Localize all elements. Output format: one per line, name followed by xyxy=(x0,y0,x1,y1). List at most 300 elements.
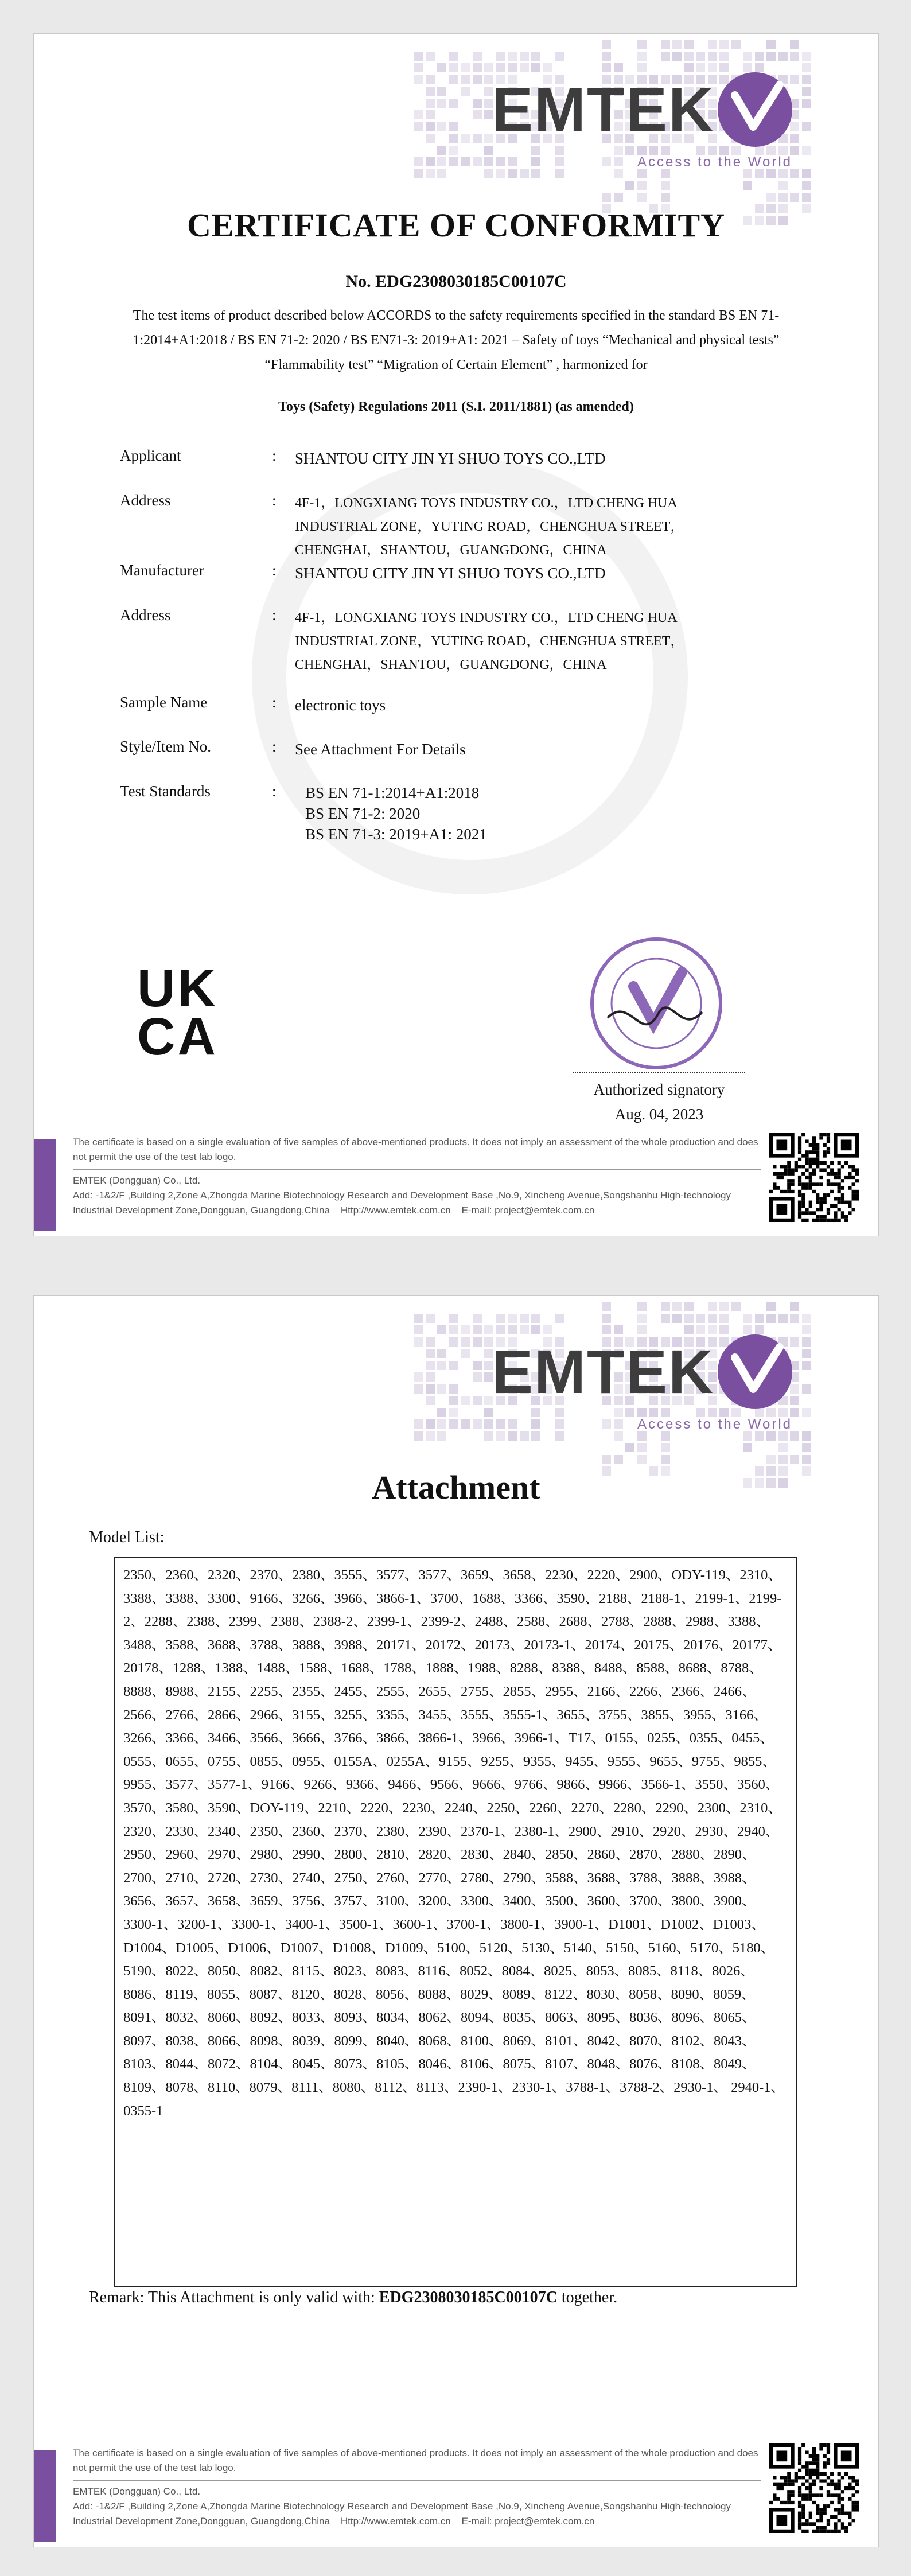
map-dot xyxy=(778,52,788,61)
map-dot xyxy=(426,1361,435,1370)
brand-tagline: Access to the World xyxy=(637,154,792,170)
map-dot xyxy=(531,169,540,178)
map-dot xyxy=(719,1302,729,1311)
map-dot xyxy=(414,63,423,72)
map-dot xyxy=(731,1302,741,1311)
map-dot xyxy=(708,1314,717,1323)
map-dot xyxy=(719,1325,729,1334)
map-dot xyxy=(614,1408,623,1417)
map-dot xyxy=(625,146,634,155)
map-dot xyxy=(414,122,423,131)
map-dot xyxy=(802,122,811,131)
map-dot xyxy=(531,1325,540,1334)
map-dot xyxy=(473,1396,482,1405)
map-dot xyxy=(684,1325,694,1334)
field-sample-name xyxy=(120,694,800,717)
field-value xyxy=(295,783,810,845)
standard-line: BS EN 71-2: 2020 xyxy=(305,805,421,822)
map-dot xyxy=(708,1325,717,1334)
map-dot xyxy=(461,1325,470,1334)
footer-email[interactable]: E-mail: project@emtek.com.cn xyxy=(461,2516,595,2527)
ukca-mark xyxy=(137,959,229,1066)
map-dot xyxy=(790,1314,799,1323)
attachment-page xyxy=(33,1295,879,2547)
qr-code-icon[interactable] xyxy=(769,2443,859,2533)
map-dot xyxy=(602,1314,611,1323)
footer-email[interactable]: E-mail: project@emtek.com.cn xyxy=(461,1205,595,1216)
map-dot xyxy=(414,52,423,61)
map-dot xyxy=(625,1408,634,1417)
map-dot xyxy=(414,75,423,84)
footer-address-2 xyxy=(73,2514,773,2529)
map-dot xyxy=(708,63,717,72)
certificate-intro: The test items of product described below ACCORDS to the safety requirements specified in the standard BS EN 71-1:2014+A1:2018 / BS EN 71-2: 2020 / BS EN71-3: 2019+A1: 2021 – Safety of toys “Mechanical and physical tests” “Flammability test” “Migration of Certain Element” , harmonized for xyxy=(133,308,780,372)
map-dot xyxy=(766,1314,776,1323)
map-dot xyxy=(637,52,647,61)
field-label: Sample Name xyxy=(120,694,208,711)
map-dot xyxy=(614,1419,623,1429)
map-dot xyxy=(461,1419,470,1429)
map-dot xyxy=(531,63,540,72)
map-dot xyxy=(614,63,623,72)
map-dot xyxy=(743,181,752,190)
map-dot xyxy=(449,1419,458,1429)
map-dot xyxy=(661,193,670,202)
field-value: See Attachment For Details xyxy=(295,741,466,758)
map-dot xyxy=(426,1349,435,1358)
map-dot xyxy=(543,1325,552,1334)
map-dot xyxy=(614,169,623,178)
map-dot xyxy=(484,1431,493,1441)
map-dot xyxy=(661,1408,670,1417)
map-dot xyxy=(484,157,493,166)
map-dot xyxy=(602,1325,611,1334)
map-dot xyxy=(672,40,682,49)
map-dot xyxy=(802,52,811,61)
map-dot xyxy=(473,99,482,108)
map-dot xyxy=(461,75,470,84)
emtek-logo xyxy=(492,1337,792,1406)
map-dot xyxy=(449,99,458,108)
map-dot xyxy=(602,52,611,61)
standard-line: BS EN 71-1:2014+A1:2018 xyxy=(305,784,480,801)
model-list: 2350、2360、2320、2370、2380、3555、3577、3577、3659、3658、2230、2220、2900、ODY-119、2310、3388、3388、3300、9166、3266、3966、3866-1、3700、1688、3366、3590、2188、2188-1、2199-1、2199-2、2288、2388、2399、2388、2388-2、2399-1、2399-2、2488、2588、2688、2788、2888、2988、3388、3488、3588、3688、3788、3888、3988、20171、20172、20173、20173-1、20174、20175、20176、20177、20178、1288、1388、1488、1588、1688、1788、1888、1988、8288、8388、8488、8588、8688、8788、8888、8988、2155、2255、2355、2455、2555、2655、2755、2855、2955、2166、2266、2366、2466、2566、2766、2866、2966、3155、3255、3355、3455、3555、3555-1、3655、3755、3855、3955、3166、3266、3366、3466、3566、3666、3766、3866、3866-1、3966、3966-1、T17、0155、0255、0355、0455、0555、0655、0755、0855、0955、0155A、0255A、9155、9255、9355、9455、9555、9655、9755、9855、9955、3577、3577-1、9166、9266、9366、9466、9566、9666、9766、9866、9966、3566-1、3550、3560、3570、3580、3590、DOY-119、2210、2220、2230、2240、2250、2260、2270、2280、2290、2300、2310、2320、2330、2340、2350、2360、2370、2380、2390、2370-1、2380-1、2900、2910、2920、2930、2940、2950、2960、2970、2980、2990、2800、2810、2820、2830、2840、2850、2860、2870、2880、2890、2700、2710、2720、2730、2740、2750、2760、2770、2780、2790、3588、3688、3788、3888、3988、3656、3657、3658、3659、3756、3757、3100、3200、3300、3400、3500、3600、3700、3800、3900、3300-1、3200-1、3300-1、3400-1、3500-1、3600-1、3700-1、3800-1、3900-1、D1001、D1002、D1003、D1004、D1005、D1006、D1007、D1008、D1009、5100、5120、5130、5140、5150、5160、5170、5180、5190、8022、8050、8082、8115、8023、8083、8116、8052、8084、8025、8053、8085、8118、8026、8086、8119、8055、8087、8120、8028、8056、8088、8029、8089、8122、8030、8058、8090、8059、8091、8032、8060、8092、8033、8093、8034、8062、8094、8035、8063、8095、8036、8096、8065、8097、8038、8066、8098、8039、8099、8040、8068、8100、8069、8101、8042、8070、8102、8043、8103、8044、8072、8104、8045、8073、8105、8046、8106、8075、8107、8048、8076、8108、8049、8109、8078、8110、8079、8111、8080、8112、8113、2390-1、2330-1、3788-1、3788-2、2930-1、 2940-1、0355-1 xyxy=(114,1557,797,2287)
map-dot xyxy=(708,52,717,61)
map-dot xyxy=(508,157,517,166)
map-dot xyxy=(531,1431,540,1441)
map-dot xyxy=(508,1325,517,1334)
map-dot xyxy=(496,1314,505,1323)
map-dot xyxy=(602,1302,611,1311)
map-dot xyxy=(531,1314,540,1323)
field-colon: : xyxy=(272,447,277,464)
map-dot xyxy=(414,157,423,166)
map-dot xyxy=(766,1302,776,1311)
map-dot xyxy=(614,1455,623,1464)
map-dot xyxy=(473,134,482,143)
map-dot xyxy=(437,1325,446,1334)
map-dot xyxy=(778,181,788,190)
company-stamp xyxy=(585,932,728,1075)
map-dot xyxy=(708,1408,717,1417)
field-colon: : xyxy=(272,694,277,711)
map-dot xyxy=(672,1302,682,1311)
map-dot xyxy=(449,1396,458,1405)
map-dot xyxy=(520,63,529,72)
field-colon: : xyxy=(272,492,277,509)
map-dot xyxy=(437,1431,446,1441)
map-dot xyxy=(696,1314,705,1323)
map-dot xyxy=(602,157,611,166)
footer-address-line2: Industrial Development Zone,Dongguan, Guangdong,China xyxy=(73,1205,330,1216)
attachment-remark xyxy=(89,2289,617,2307)
map-dot xyxy=(625,1443,634,1452)
certificate-page xyxy=(33,33,879,1236)
map-dot xyxy=(802,181,811,190)
map-dot xyxy=(437,1349,446,1358)
map-dot xyxy=(637,146,647,155)
map-dot xyxy=(778,1314,788,1323)
map-dot xyxy=(614,157,623,166)
footer-divider xyxy=(73,1169,761,1170)
address-line: 4F-1，LONGXIANG TOYS INDUSTRY CO.，LTD CHENG HUA xyxy=(295,610,678,625)
map-dot xyxy=(696,1325,705,1334)
emtek-logo xyxy=(492,75,792,144)
field-label: Manufacturer xyxy=(120,562,204,579)
map-dot xyxy=(414,169,423,178)
remark-cert-number: EDG2308030185C00107C xyxy=(379,2289,558,2306)
map-dot xyxy=(555,1431,564,1441)
map-dot xyxy=(778,1455,788,1464)
map-dot xyxy=(426,122,435,131)
map-dot xyxy=(778,193,788,202)
map-dot xyxy=(414,1372,423,1382)
map-dot xyxy=(437,122,446,131)
map-dot xyxy=(802,1431,811,1441)
map-dot xyxy=(637,1455,647,1464)
map-dot xyxy=(743,1443,752,1452)
map-dot xyxy=(508,63,517,72)
map-dot xyxy=(426,1372,435,1382)
map-dot xyxy=(802,1337,811,1347)
regulations: Toys (Safety) Regulations 2011 (S.I. 2011/1881) (as amended) xyxy=(278,399,634,414)
map-dot xyxy=(661,1455,670,1464)
map-dot xyxy=(484,1408,493,1417)
map-dot xyxy=(743,63,752,72)
map-dot xyxy=(614,1325,623,1334)
map-dot xyxy=(484,63,493,72)
map-dot xyxy=(437,1384,446,1394)
field-colon: : xyxy=(272,783,277,800)
map-dot xyxy=(743,1325,752,1334)
address-line: INDUSTRIAL ZONE，YUTING ROAD，CHENGHUA STREET， xyxy=(295,519,684,534)
field-manufacturer-address xyxy=(120,606,800,677)
map-dot xyxy=(755,63,764,72)
brand-tagline: Access to the World xyxy=(637,1417,792,1432)
footer-text xyxy=(73,1135,773,1218)
map-dot xyxy=(461,1337,470,1347)
map-dot xyxy=(520,1325,529,1334)
footer-divider xyxy=(73,2480,761,2481)
map-dot xyxy=(637,63,647,72)
footer-disclaimer: The certificate is based on a single evaluation of five samples of above-mentioned products. It does not imply an assessment of the whole production and does not permit the use of the test lab logo. xyxy=(73,2447,758,2473)
map-dot xyxy=(449,146,458,155)
map-dot xyxy=(790,1455,799,1464)
map-dot xyxy=(496,1419,505,1429)
map-dot xyxy=(719,1314,729,1323)
map-dot xyxy=(473,1314,482,1323)
signatory-label: Authorized signatory xyxy=(593,1081,725,1098)
field-manufacturer xyxy=(120,562,800,585)
field-label: Test Standards xyxy=(120,783,211,800)
map-dot xyxy=(778,1443,788,1452)
map-dot xyxy=(426,52,435,61)
map-dot xyxy=(637,193,647,202)
footer-accent-bar xyxy=(34,2450,56,2542)
map-dot xyxy=(766,1455,776,1464)
map-dot xyxy=(473,157,482,166)
field-label: Style/Item No. xyxy=(120,738,211,755)
map-dot xyxy=(802,1314,811,1323)
map-dot xyxy=(531,1419,540,1429)
field-value xyxy=(295,606,800,677)
map-dot xyxy=(790,40,799,49)
map-dot xyxy=(426,157,435,166)
map-dot xyxy=(473,1325,482,1334)
address-line: INDUSTRIAL ZONE，YUTING ROAD，CHENGHUA STREET， xyxy=(295,634,684,649)
map-dot xyxy=(461,157,470,166)
field-colon: : xyxy=(272,562,277,579)
map-dot xyxy=(473,1419,482,1429)
ukca-line: UK xyxy=(137,959,218,1018)
footer-address-2 xyxy=(73,1203,773,1218)
map-dot xyxy=(473,110,482,119)
map-dot xyxy=(684,1302,694,1311)
field-label: Address xyxy=(120,606,171,624)
map-dot xyxy=(802,1384,811,1394)
map-dot xyxy=(802,63,811,72)
map-dot xyxy=(637,1314,647,1323)
signature-line xyxy=(573,1072,745,1073)
remark-prefix: Remark: This Attachment is only valid with: xyxy=(89,2289,379,2306)
footer-web-link[interactable]: Http://www.emtek.com.cn xyxy=(340,1205,451,1216)
map-dot xyxy=(531,157,540,166)
map-dot xyxy=(802,1349,811,1358)
map-dot xyxy=(802,146,811,155)
field-value: electronic toys xyxy=(295,696,386,714)
map-dot xyxy=(637,1443,647,1452)
map-dot xyxy=(743,52,752,61)
map-dot xyxy=(508,1431,517,1441)
map-dot xyxy=(555,146,564,155)
map-dot xyxy=(426,110,435,119)
map-dot xyxy=(755,1314,764,1323)
map-dot xyxy=(508,1419,517,1429)
map-dot xyxy=(719,40,729,49)
map-dot xyxy=(426,1314,435,1323)
map-dot xyxy=(449,52,458,61)
field-style-item xyxy=(120,738,800,761)
map-dot xyxy=(555,52,564,61)
map-dot xyxy=(649,1408,658,1417)
logo-text: EMTEK xyxy=(492,75,714,144)
footer-company: EMTEK (Dongguan) Co., Ltd. xyxy=(73,1175,201,1186)
map-dot xyxy=(437,63,446,72)
map-dot xyxy=(414,1419,423,1429)
map-dot xyxy=(449,157,458,166)
map-dot xyxy=(790,1302,799,1311)
map-dot xyxy=(496,169,505,178)
map-dot xyxy=(449,134,458,143)
map-dot xyxy=(437,1419,446,1429)
map-dot xyxy=(414,1431,423,1441)
map-dot xyxy=(473,1337,482,1347)
standard-line: BS EN 71-3: 2019+A1: 2021 xyxy=(305,826,487,843)
map-dot xyxy=(449,1384,458,1394)
map-dot xyxy=(661,40,670,49)
address-line: 4F-1，LONGXIANG TOYS INDUSTRY CO.，LTD CHENG HUA xyxy=(295,496,678,511)
map-dot xyxy=(602,1455,611,1464)
map-dot xyxy=(696,1408,705,1417)
map-dot xyxy=(484,169,493,178)
page-title: CERTIFICATE OF CONFORMITY xyxy=(186,207,726,244)
logo-check-icon xyxy=(718,72,792,147)
map-dot xyxy=(473,75,482,84)
map-dot xyxy=(520,1431,529,1441)
map-dot xyxy=(672,1314,682,1323)
map-dot xyxy=(614,1431,623,1441)
map-dot xyxy=(661,146,670,155)
map-dot xyxy=(496,1325,505,1334)
field-value xyxy=(295,492,800,562)
map-dot xyxy=(766,52,776,61)
map-dot xyxy=(449,1361,458,1370)
issue-date: Aug. 04, 2023 xyxy=(614,1106,704,1123)
map-dot xyxy=(802,1325,811,1334)
address-line: CHENGHAI，SHANTOU，GUANGDONG，CHINA xyxy=(295,657,607,672)
map-dot xyxy=(437,146,446,155)
map-dot xyxy=(437,1408,446,1417)
map-dot xyxy=(449,63,458,72)
footer-text xyxy=(73,2446,773,2529)
map-dot xyxy=(555,169,564,178)
page-footer xyxy=(34,2421,878,2547)
map-dot xyxy=(531,52,540,61)
map-dot xyxy=(790,52,799,61)
field-applicant xyxy=(120,447,800,470)
map-dot xyxy=(790,193,799,202)
field-value: SHANTOU CITY JIN YI SHUO TOYS CO.,LTD xyxy=(295,450,606,467)
map-dot xyxy=(684,40,694,49)
model-list-label: Model List: xyxy=(89,1528,165,1546)
map-dot xyxy=(414,110,423,119)
field-colon: : xyxy=(272,606,277,624)
field-applicant-address xyxy=(120,492,800,562)
footer-web-link[interactable]: Http://www.emtek.com.cn xyxy=(340,2516,451,2527)
map-dot xyxy=(520,1314,529,1323)
map-dot xyxy=(614,146,623,155)
field-test-standards xyxy=(120,783,810,845)
map-dot xyxy=(672,52,682,61)
map-dot xyxy=(602,63,611,72)
map-dot xyxy=(496,1431,505,1441)
footer-address-line2: Industrial Development Zone,Dongguan, Guangdong,China xyxy=(73,2516,330,2527)
map-dot xyxy=(484,1419,493,1429)
map-dot xyxy=(508,52,517,61)
remark-suffix: together. xyxy=(557,2289,618,2306)
map-dot xyxy=(426,134,435,143)
map-dot xyxy=(426,75,435,84)
field-colon: : xyxy=(272,738,277,755)
map-dot xyxy=(708,1302,717,1311)
map-dot xyxy=(684,1314,694,1323)
map-dot xyxy=(684,63,694,72)
field-label: Address xyxy=(120,492,171,509)
map-dot xyxy=(496,52,505,61)
map-dot xyxy=(555,1419,564,1429)
logo-check-icon xyxy=(718,1334,792,1409)
map-dot xyxy=(449,1337,458,1347)
qr-code-icon[interactable] xyxy=(769,1133,859,1222)
map-dot xyxy=(531,1408,540,1417)
map-dot xyxy=(802,75,811,84)
ukca-line: CA xyxy=(137,1007,218,1066)
map-dot xyxy=(743,1314,752,1323)
map-dot xyxy=(437,1361,446,1370)
map-dot xyxy=(684,52,694,61)
map-dot xyxy=(661,1302,670,1311)
map-dot xyxy=(449,1325,458,1334)
map-dot xyxy=(602,1419,611,1429)
map-dot xyxy=(661,1314,670,1323)
map-dot xyxy=(766,193,776,202)
map-dot xyxy=(473,1361,482,1370)
map-dot xyxy=(731,40,741,49)
map-dot xyxy=(802,1361,811,1370)
map-dot xyxy=(802,1443,811,1452)
map-dot xyxy=(437,99,446,108)
map-dot xyxy=(637,181,647,190)
map-dot xyxy=(696,63,705,72)
map-dot xyxy=(473,63,482,72)
map-dot xyxy=(449,1314,458,1323)
map-dot xyxy=(508,169,517,178)
page-footer xyxy=(34,1110,878,1236)
map-dot xyxy=(449,122,458,131)
map-dot xyxy=(696,52,705,61)
map-dot xyxy=(484,1325,493,1334)
map-dot xyxy=(426,1384,435,1394)
footer-address: Add: -1&2/F ,Building 2,Zone A,Zhongda Marine Biotechnology Research and Development Base ,No.9, Xincheng Avenue,Songshanhu High-technology xyxy=(73,1190,731,1201)
map-dot xyxy=(802,87,811,96)
map-dot xyxy=(496,157,505,166)
map-dot xyxy=(637,1408,647,1417)
map-dot xyxy=(426,87,435,96)
map-dot xyxy=(708,40,717,49)
map-dot xyxy=(802,1455,811,1464)
map-dot xyxy=(555,1408,564,1417)
footer-accent-bar xyxy=(34,1139,56,1231)
map-dot xyxy=(602,193,611,202)
footer-address: Add: -1&2/F ,Building 2,Zone A,Zhongda Marine Biotechnology Research and Development Base ,No.9, Xincheng Avenue,Songshanhu High-technology xyxy=(73,2501,731,2512)
map-dot xyxy=(461,87,470,96)
footer-company: EMTEK (Dongguan) Co., Ltd. xyxy=(73,2486,201,2497)
map-dot xyxy=(414,1337,423,1347)
map-dot xyxy=(461,134,470,143)
map-dot xyxy=(719,63,729,72)
map-dot xyxy=(802,193,811,202)
address-line: CHENGHAI，SHANTOU，GUANGDONG，CHINA xyxy=(295,543,607,558)
